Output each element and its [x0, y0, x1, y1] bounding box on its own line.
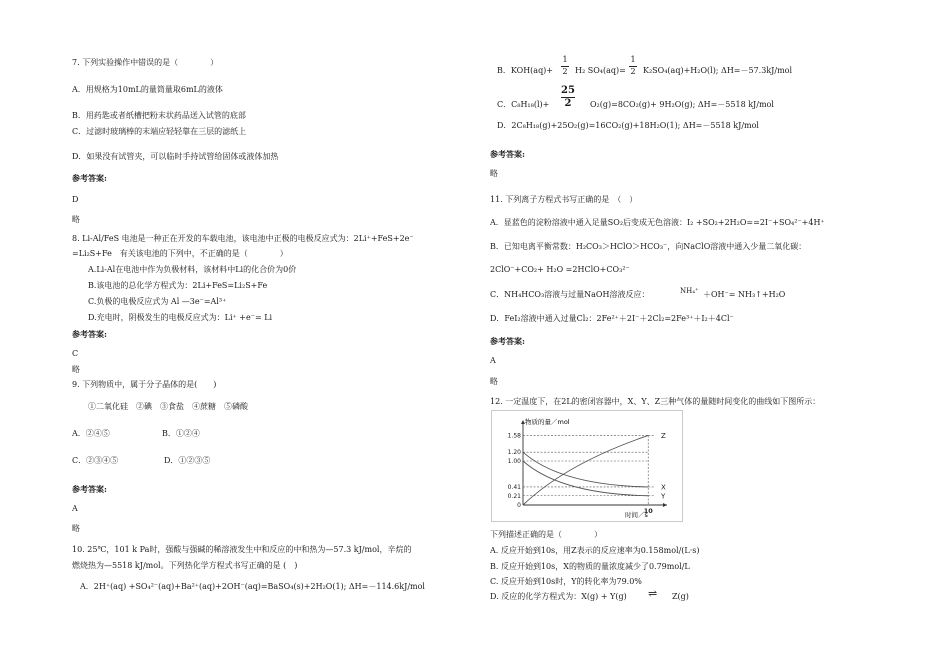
q11-answer-label: 参考答案:	[490, 336, 525, 346]
q10-b-frac1-den: 2	[562, 67, 568, 76]
equilibrium-arrow-icon: ⇌	[648, 587, 658, 600]
q8-answer: C	[72, 349, 79, 358]
q9-items: ①二氧化硅 ②碘 ③食盐 ④蔗糖 ⑤磷酸	[88, 402, 248, 411]
q7-option-a: A．用规格为10mL的量筒量取6mL的液体	[72, 85, 223, 94]
q7-answer-label: 参考答案:	[72, 173, 107, 183]
q7-option-b: B．用药匙或者纸槽把粉末状药品送入试管的底部	[72, 111, 246, 120]
q7-answer: D	[72, 195, 79, 204]
q7-option-c: C．过滤时玻璃棒的末端应轻轻靠在三层的滤纸上	[72, 127, 247, 136]
q12-graph	[491, 410, 683, 522]
q11-note: 略	[490, 377, 498, 386]
q8-option-d: D.充电时，阴极发生的电极反应式为：Li⁺ +e⁻= Li	[88, 313, 273, 322]
q8-answer-label: 参考答案:	[72, 329, 107, 339]
y-tick-label: 0	[517, 502, 521, 509]
q9-option-c: C．②③④⑤	[72, 456, 119, 465]
q8-option-b: B.该电池的总化学方程式为：2Li+FeS=Li₂S+Fe	[88, 281, 268, 290]
series-label-X: X	[661, 483, 666, 492]
q8-stem-line2: =Li₂S+Fe 有关该电池的下列中，不正确的是（ ）	[72, 249, 288, 258]
q10-c-frac-den: 2	[564, 98, 572, 109]
series-label-Z: Z	[661, 431, 666, 440]
y-tick-label: 1.58	[507, 432, 521, 440]
q9-stem: 9. 下列物质中，属于分子晶体的是( )	[72, 380, 217, 389]
q10-option-c-post: O₂(g)=8CO₂(g)+ 9H₂O(g); ΔH=－5518 kJ/mol	[590, 100, 774, 109]
q12-stem: 12. 一定温度下，在2L的密闭容器中，X、Y、Z三种气体的量随时间变化的曲线如下图所示：	[490, 397, 821, 406]
q10-stem-line1: 10. 25℃，101 k Pa时，强酸与强碱的稀溶液发生中和反应的中和热为—57.3 kJ/mol，辛烷的	[72, 545, 412, 554]
q10-option-b-mid: H₂ SO₄(aq)=	[575, 66, 626, 75]
graph-x-axis-label: 时间／s	[625, 511, 648, 519]
q7-note: 略	[72, 215, 80, 224]
q11-stem: 11. 下列离子方程式书写正确的是 （ ）	[490, 195, 638, 204]
q11-answer: A	[490, 356, 496, 365]
y-tick-label: 1.20	[507, 449, 521, 457]
q11-option-b-line1: B．已知电离平衡常数：H₂CO₃＞HClO＞HCO₃⁻，向NaClO溶液中通入少量二氧化碳：	[490, 242, 807, 251]
series-line-X	[523, 452, 648, 487]
q11-option-b-line2: 2ClO⁻+CO₂+ H₂O =2HClO+CO₃²⁻	[490, 265, 630, 274]
q11-option-d: D．FeI₂溶液中通入过量Cl₂：2Fe²⁺＋2I⁻＋2Cl₂=2Fe³⁺＋I₂＋4Cl⁻	[490, 314, 734, 323]
series-label-Y: Y	[661, 492, 666, 501]
q10-note: 略	[490, 169, 498, 178]
q10-c-frac-num: 25	[561, 85, 575, 96]
q8-note: 略	[72, 365, 80, 374]
q9-answer: A	[72, 504, 78, 513]
q10-b-frac1-num: 1	[562, 55, 568, 64]
q10-b-frac2-den: 2	[630, 67, 636, 76]
q12-option-d-pre: D. 反应的化学方程式为：X(g) + Y(g)	[490, 592, 627, 601]
q12-option-c: C. 反应开始到10s时，Y的转化率为79.0%	[490, 577, 642, 586]
y-tick-label: 1.00	[507, 458, 521, 465]
q10-b-frac2-num: 1	[630, 55, 636, 64]
q12-question: 下列描述正确的是（ ）	[490, 530, 602, 539]
q10-option-b-post: K₂SO₄(aq)+H₂O(l); ΔH=－57.3kJ/mol	[643, 66, 793, 75]
q8-option-c: C.负极的电极反应式为 Al —3e⁻=Al³⁺	[88, 297, 227, 306]
q9-option-a: A．②④⑤	[72, 429, 110, 438]
y-tick-label: 0.41	[507, 483, 521, 491]
graph-y-axis-label: 物质的量／mol	[525, 418, 570, 426]
q9-option-b: B．①②④	[162, 429, 200, 438]
q9-option-d: D．①②③⑤	[164, 456, 211, 465]
q7-stem: 7. 下列实验操作中错误的是（ ）	[72, 58, 219, 67]
y-tick-label: 0.21	[507, 492, 521, 500]
q10-option-b-pre: B．KOH(aq)+	[497, 66, 554, 75]
q10-option-d: D．2C₈H₁₈(g)+25O₂(g)=16CO₂(g)+18H₂O(1); ΔH=－5518 kJ/mol	[497, 121, 759, 130]
series-line-Y	[523, 461, 648, 496]
q9-note: 略	[72, 524, 80, 533]
q12-option-b: B. 反应开始到10s，X的物质的量浓度减少了0.79mol/L	[490, 562, 690, 571]
q12-option-d-post: Z(g)	[672, 592, 689, 601]
graph-plot-area	[508, 420, 667, 515]
q10-option-a: A．2H⁺(aq) +SO₄²⁻(aq)+Ba²⁺(aq)+2OH⁻(aq)=BaSO₄(s)+2H₂O(1); ΔH=－114.6kJ/mol	[80, 582, 425, 591]
q11-option-c-ion: NH₄⁺	[680, 287, 699, 295]
x-tick-label: 10	[643, 507, 653, 515]
q11-option-c-pre: C．NH₄HCO₃溶液与过量NaOH溶液反应：	[490, 290, 650, 299]
q11-option-a: A．显蓝色的淀粉溶液中通入足量SO₂后变成无色溶液：I₂ +SO₂+2H₂O==2I⁻+SO₄²⁻+4H⁺	[490, 218, 825, 227]
q7-option-d: D．如果没有试管夹，可以临时手持试管给固体或液体加热	[72, 152, 279, 161]
q10-option-c-pre: C．C₈H₁₈(l)+	[497, 100, 550, 109]
q12-option-a: A. 反应开始到10s，用Z表示的反应速率为0.158mol/(L·s)	[490, 546, 700, 555]
q11-option-c-post: ＋OH⁻= NH₃↑+H₂O	[703, 290, 786, 299]
q9-answer-label: 参考答案:	[72, 484, 107, 494]
q8-option-a: A.Li-Al在电池中作为负极材料，该材料中Li的化合价为0价	[88, 265, 297, 274]
q10-stem-line2: 燃烧热为—5518 kJ/mol。下列热化学方程式书写正确的是 ( )	[72, 561, 298, 570]
x-axis-arrow-icon	[663, 503, 667, 507]
q10-answer-label: 参考答案:	[490, 149, 525, 159]
q8-stem-line1: 8. Li-Al/FeS 电池是一种正在开发的车载电池，该电池中正极的电极反应式为：2Li⁺+FeS+2e⁻	[72, 234, 414, 243]
